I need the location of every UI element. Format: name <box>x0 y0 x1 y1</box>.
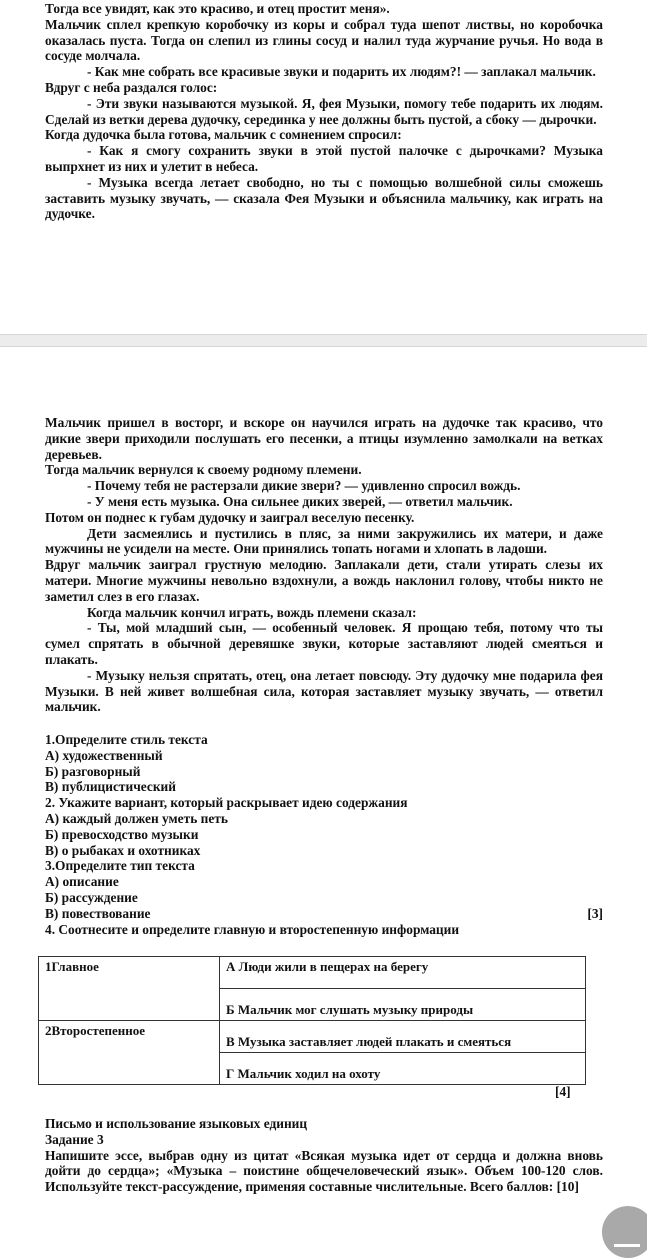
essay-instructions: Напишите эссе, выбрав одну из цитат «Всякая музыка идет от сердца и должна вновь дойти до сердца»; «Музыка – поистине общечеловеческий язык». Объем 100-120 слов. Используйте текст-рассуждение, применяя составные числительные. Всего баллов: [10] <box>45 1147 603 1195</box>
paragraph: - Музыку нельзя спрятать, отец, она летает повсюду. Эту дудочку мне подарила фея Музыки. В ней живет волшебная сила, которая заставляет музыку звучать, — ответил мальчик. <box>45 667 603 715</box>
minus-icon <box>614 1244 640 1247</box>
answer-option: Б) рассуждение <box>45 889 138 905</box>
table-cell-option-b: Б Мальчик мог слушать музыку природы <box>220 989 586 1021</box>
table-cell-option-c: В Музыка заставляет людей плакать и смеяться <box>220 1021 586 1053</box>
paragraph: Когда дудочка была готова, мальчик с сомнением спросил: <box>45 127 402 143</box>
floating-action-button[interactable] <box>602 1206 647 1258</box>
table-cell-option-a: А Люди жили в пещерах на берегу <box>220 957 586 989</box>
task-title: Задание 3 <box>45 1131 104 1147</box>
paragraph: Когда мальчик кончил играть, вождь племени сказал: <box>87 604 417 620</box>
page-2-text <box>45 415 603 715</box>
paragraph: - Как мне собрать все красивые звуки и подарить их людям?! — заплакал мальчик. <box>87 64 596 80</box>
paragraph: Тогда мальчик вернулся к своему родному племени. <box>45 462 362 478</box>
matching-table <box>38 956 586 1085</box>
answer-option: А) художественный <box>45 747 163 763</box>
answer-option: В) повествование <box>45 905 151 921</box>
paragraph: Дети засмеялись и пустились в пляс, за ними закружились их матери, и даже мужчины не усидели на месте. Они принялись топать ногами и хлопать в ладоши. <box>45 525 603 557</box>
paragraph: - Музыка всегда летает свободно, но ты с помощью волшебной силы сможешь заставить музыку звучать, — сказала Фея Музыки и объяснила мальчику, как играть на дудочке. <box>45 174 603 222</box>
answer-option: В) о рыбаках и охотниках <box>45 842 201 858</box>
question-line: 2. Укажите вариант, который раскрывает идею содержания <box>45 795 408 811</box>
answer-option: А) каждый должен уметь петь <box>45 810 228 826</box>
paragraph: Тогда все увидят, как это красиво, и отец простит меня». <box>45 1 390 16</box>
paragraph: - У меня есть музыка. Она сильнее диких зверей, — ответил мальчик. <box>87 493 513 509</box>
table-cell-main: 1Главное <box>39 957 220 1021</box>
paragraph: - Как я смогу сохранить звуки в этой пустой палочке с дырочками? Музыка выпрхнет из них и улетит в небеса. <box>45 143 603 174</box>
paragraph: Потом он поднес к губам дудочку и заиграл веселую песенку. <box>45 509 415 525</box>
question-line: 3.Определите тип текста <box>45 858 195 874</box>
answer-option: Б) разговорный <box>45 763 141 779</box>
paragraph: - Почему тебя не растерзали дикие звери? — удивленно спросил вождь. <box>87 478 521 494</box>
paragraph: - Ты, мой младший сын, — особенный человек. Я прощаю тебя, потому что ты сумел спрятать в обычной деревяшке звуки, которые заставляют людей смеяться и плакать. <box>45 620 603 667</box>
score-label: [4] <box>555 1084 571 1099</box>
page-separator <box>0 334 647 347</box>
answer-option: Б) превосходство музыки <box>45 826 199 842</box>
paragraph: Мальчик пришел в восторг, и вскоре он научился играть на дудочке так красиво, что дикие звери приходили послушать его песенки, а птицы изумленно замолкали на ветках деревьев. <box>45 415 603 462</box>
paragraph: - Эти звуки называются музыкой. Я, фея Музыки, помогу тебе подарить их людям. Сделай из ветки дерева дудочку, серединка у нее должны быть пустой, а сбоку — дырочки. <box>45 95 603 127</box>
paragraph: Вдруг мальчик заиграл грустную мелодию. Заплакали дети, стали утирать слезы их матери. Многие мужчины невольно вздохнули, а вождь наклонил голову, чтобы никто не заметил слез в его глазах. <box>45 557 603 604</box>
score-label: [3] <box>587 905 603 921</box>
task-3-block <box>45 1116 603 1195</box>
table-cell-option-d: Г Мальчик ходил на охоту <box>220 1053 586 1085</box>
answer-option: А) описание <box>45 874 119 890</box>
answer-option-with-score <box>45 906 603 922</box>
question-line: 4. Соотнесите и определите главную и второстепенную информации <box>45 921 460 937</box>
table-cell-secondary: 2Второстепенное <box>39 1021 220 1085</box>
paragraph: Мальчик сплел крепкую коробочку из коры и собрал туда шепот листвы, но коробочка оказалась пуста. Тогда он слепил из глины сосуд и налил туда журчание ручья. Но вода в сосуде молчала. <box>45 16 603 64</box>
page-1-text <box>45 1 603 222</box>
document-page-1 <box>0 0 647 334</box>
question-line: 1.Определите стиль текста <box>45 732 208 747</box>
document-page-2 <box>0 347 647 1254</box>
section-title: Письмо и использование языковых единиц <box>45 1116 308 1131</box>
paragraph: Вдруг с неба раздался голос: <box>45 79 218 95</box>
answer-option: В) публицистический <box>45 779 176 795</box>
questions-block <box>45 732 603 937</box>
